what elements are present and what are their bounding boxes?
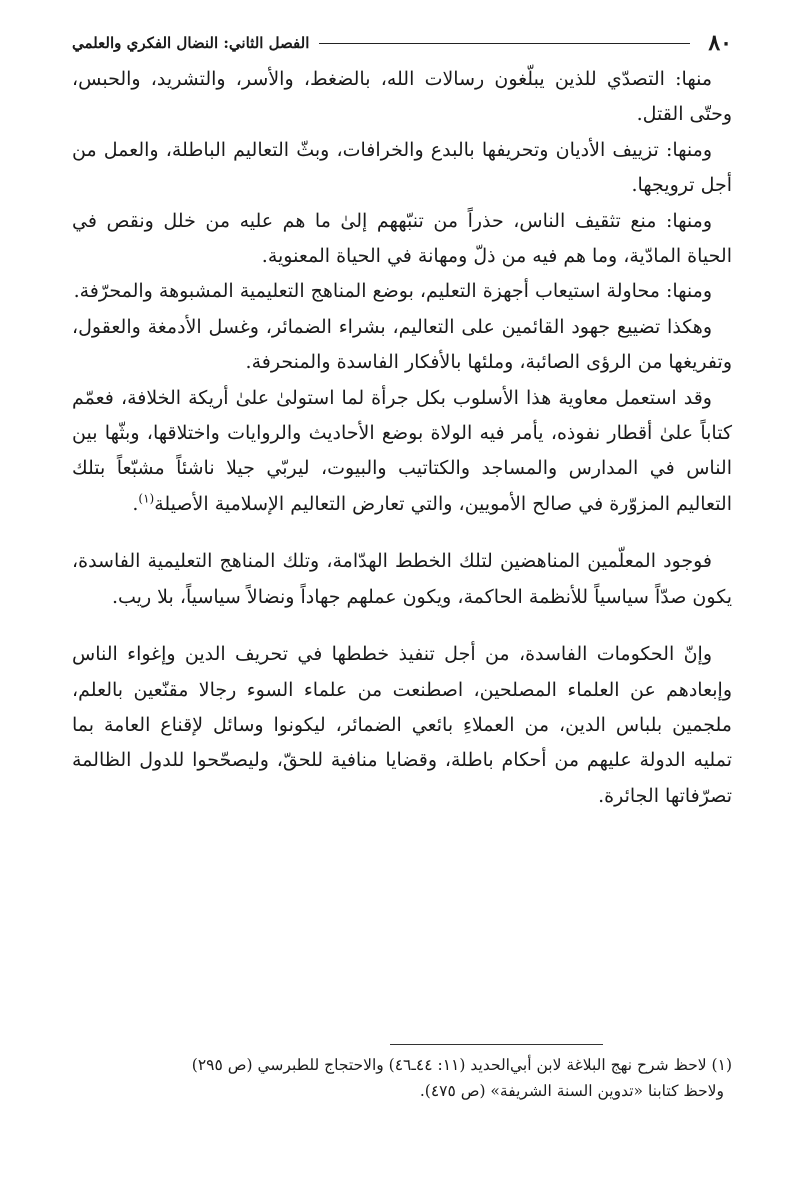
paragraph: منها: التصدّي للذين يبلّغون رسالات الله، بالضغط، والأسر، والتشريد، والحبس، وحتّى القتل. (72, 68, 732, 126)
body-text (72, 62, 732, 814)
footnotes (72, 1052, 732, 1104)
header-rule (319, 43, 690, 44)
end-mark: . (132, 492, 139, 515)
paragraph: وإنّ الحكومات الفاسدة، من أجل تنفيذ خططها في تحريف الدين وإغواء الناس وإبعادهم عن العلماء المصلحين، اصطنعت من علماء السوء رجالا مقنّعين بالعلم، ملجمين بلباس الدين، من العملاءِ بائعي الضمائر، ليكونوا وسائل لإقناع العامة بما تمليه الدولة عليهم من أحكام باطلة، وقضايا منافية للحقّ، وليصحّحوا للدول الظالمة تصرّفاتها الجائرة. (72, 643, 732, 807)
footnote-1: (١) لاحظ شرح نهج البلاغة لابن أبي‌الحديد (١١: ٤٤ـ٤٦) والاحتجاج للطبرسي (ص ٢٩٥) (191, 1056, 732, 1074)
muawiya-paragraph (72, 381, 732, 523)
paragraph: ومنها: تزييف الأديان وتحريفها بالبدع والخرافات، وبثّ التعاليم الباطلة، والعمل من أجل ترويجها. (72, 138, 732, 197)
page-number: ٨٠ (708, 30, 732, 56)
paragraph: فوجود المعلّمين المناهضين لتلك الخطط الهدّامة، وتلك المناهج التعليمية الفاسدة، يكون صدّاً سياسياً للأنظمة الحاكمة، ويكون عملهم جهاداً ونضالاً سياسياً، بلا ريب. (72, 550, 732, 608)
paragraph: ومنها: محاولة استيعاب أجهزة التعليم، بوضع المناهج التعليمية المشبوهة والمحرّفة. (73, 280, 712, 303)
page-header (72, 30, 732, 56)
running-title: الفصل الثاني: النضال الفكري والعلمي (72, 34, 310, 52)
paragraph: ومنها: منع تثقيف الناس، حذراً من تنبّههم إلىٰ ما هم عليه من خلل ونقص في الحياة المادّية، وما هم فيه من ذلّ ومهانة في الحياة المعنوية. (72, 209, 732, 268)
footnote-1-continuation: ولاحظ كتابنا «تدوين السنة الشريفة» (ص ٤٧٥). (419, 1082, 724, 1100)
footnote-marker[interactable]: (١) (138, 491, 155, 506)
paragraph-text: وقد استعمل معاوية هذا الأسلوب بكل جرأة لما استولىٰ علىٰ أريكة الخلافة، فعمّم كتاباً علىٰ أقطار نفوذه، يأمر فيه الولاة بوضع الأحاديث والروايات واختلاقها، وبثّها بين الناس في المدارس والمساجد والكتاتيب والبيوت، ليربّي جيلا ناشئاً مشبّعاً بتلك التعاليم المزوّرة في صالح الأمويين، والتي تعارض التعاليم الإسلامية الأصيلة (72, 386, 732, 515)
paragraph: وهكذا تضييع جهود القائمين على التعاليم، بشراء الضمائر، وغسل الأدمغة والعقول، وتفريغها من الرؤى الصائبة، وملئها بالأفكار الفاسدة والمنحرفة. (72, 315, 732, 374)
footnote-separator (390, 1044, 603, 1045)
